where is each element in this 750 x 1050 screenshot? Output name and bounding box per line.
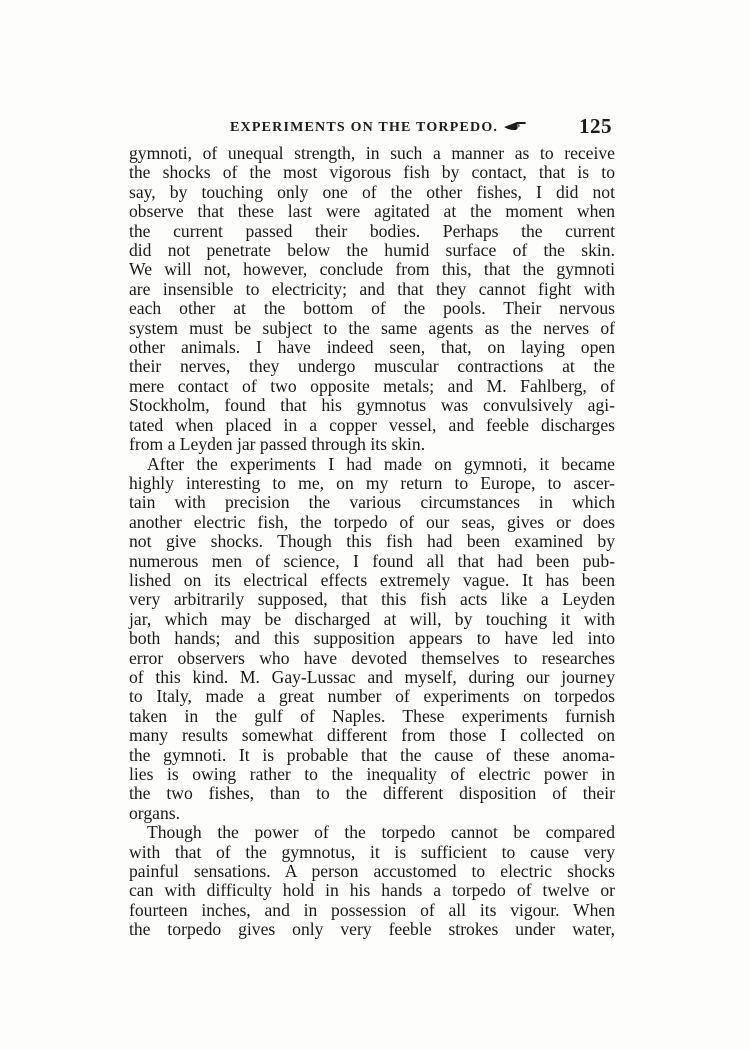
page-number: 125 — [579, 114, 612, 138]
text-line: mere contact of two opposite metals; and M. Fahlberg, of — [129, 375, 615, 396]
text-line: other animals. I have indeed seen, that, on laying open — [129, 337, 615, 358]
text-line: the two fishes, than to the different disposition of their — [129, 783, 615, 804]
text-line: painful sensations. A person accustomed to electric shocks — [129, 861, 615, 882]
text-line: to Italy, made a great number of experiments on torpedos — [129, 686, 615, 707]
text-line: After the experiments I had made on gymnoti, it became — [147, 453, 615, 474]
text-line: lished on its electrical effects extremely vague. It has been — [129, 569, 615, 590]
text-line: another electric fish, the torpedo of our seas, gives or does — [129, 511, 615, 532]
text-line: tain with precision the various circumstances in which — [129, 492, 615, 513]
text-line: the current passed their bodies. Perhaps the current — [129, 220, 615, 241]
text-line: highly interesting to me, on my return to Europe, to ascer- — [129, 472, 615, 493]
text-line: Though the power of the torpedo cannot be compared — [147, 822, 615, 843]
text-line: the shocks of the most vigorous fish by contact, that is to — [129, 162, 615, 183]
text-line: many results somewhat different from those I collected on — [129, 725, 615, 746]
text-line: are insensible to electricity; and that they cannot fight with — [129, 278, 615, 299]
paragraph-3 — [129, 823, 615, 939]
text-line: jar, which may be discharged at will, by touching it with — [129, 608, 615, 629]
pointing-hand-icon — [503, 119, 527, 133]
text-line: with that of the gymnotus, it is sufficient to cause very — [129, 841, 615, 862]
text-line: very arbitrarily supposed, that this fish acts like a Leyden — [129, 589, 615, 610]
running-title: EXPERIMENTS ON THE TORPEDO. — [230, 120, 499, 135]
text-line: their nerves, they undergo muscular contractions at the — [129, 356, 615, 377]
text-line: not give shocks. Though this fish had been examined by — [129, 531, 615, 552]
paragraph-2 — [129, 455, 615, 824]
text-line: from a Leyden jar passed through its skin. — [129, 434, 426, 455]
text-line: fourteen inches, and in possession of all its vigour. When — [129, 899, 615, 920]
text-line: of this kind. M. Gay-Lussac and myself, during our journey — [129, 666, 615, 687]
text-line: both hands; and this supposition appears to have led into — [129, 628, 615, 649]
text-line: lies is owing rather to the inequality of electric power in — [129, 764, 615, 784]
text-line: each other at the bottom of the pools. Their nervous — [129, 298, 615, 319]
running-head — [146, 114, 616, 144]
text-line: error observers who have devoted themselves to researches — [129, 647, 615, 668]
text-line: can with difficulty hold in his hands a torpedo of twelve or — [129, 880, 615, 901]
text-line: Stockholm, found that his gymnotus was convulsively agi- — [129, 395, 615, 416]
text-line: system must be subject to the same agents as the nerves of — [129, 317, 615, 338]
text-line: We will not, however, conclude from this, that the gymnoti — [129, 259, 615, 280]
text-line: the torpedo gives only very feeble strokes under water, — [129, 919, 615, 940]
text-line: say, by touching only one of the other fishes, I did not — [129, 181, 615, 202]
text-line: taken in the gulf of Naples. These experiments furnish — [129, 705, 615, 726]
text-line: observe that these last were agitated at the moment when — [129, 201, 615, 222]
body-text — [129, 144, 615, 940]
text-line: organs. — [129, 802, 180, 823]
text-line: the gymnoti. It is probable that the cause of these anoma- — [129, 744, 615, 765]
text-line: did not penetrate below the humid surface of the skin. — [129, 240, 615, 261]
text-line: tated when placed in a copper vessel, and feeble discharges — [129, 414, 615, 435]
text-line: numerous men of science, I found all that had been pub- — [129, 550, 615, 571]
text-line: gymnoti, of unequal strength, in such a manner as to receive — [129, 143, 615, 163]
paragraph-1 — [129, 144, 615, 455]
